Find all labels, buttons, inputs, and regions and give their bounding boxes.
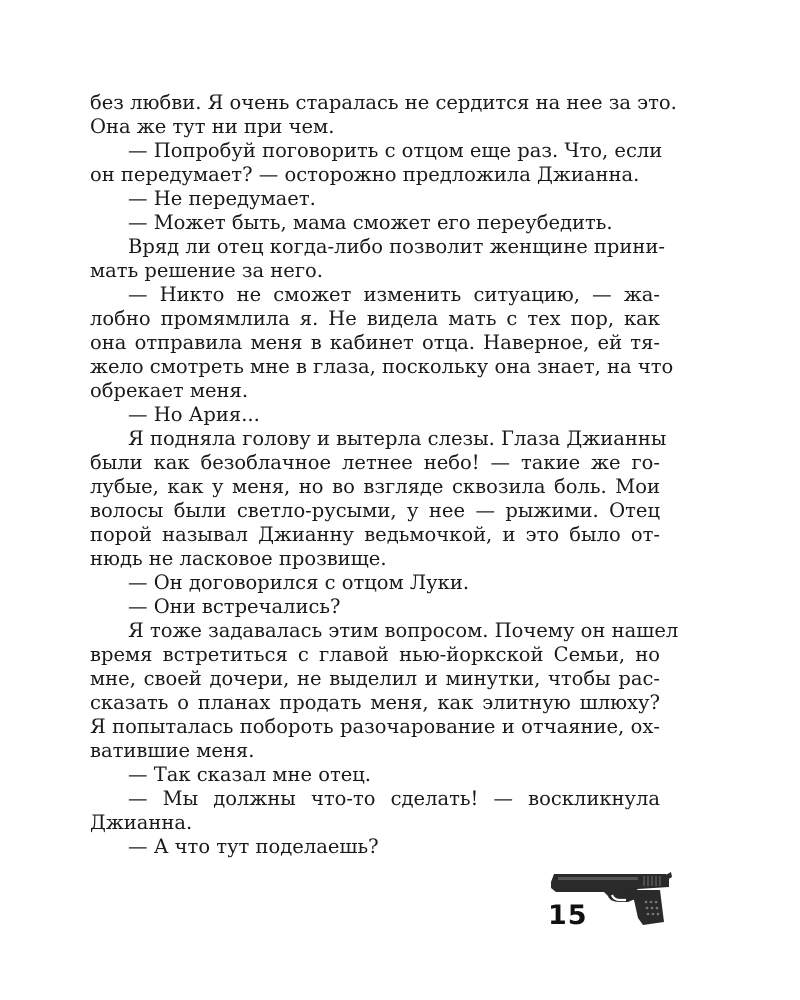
text-line: — Мы должны что-то сделать! — воскликнула: [128, 787, 660, 810]
text-line: — А что тут поделаешь?: [128, 835, 379, 858]
text-line: ватившие меня.: [90, 739, 255, 762]
text-line: Она же тут ни при чем.: [90, 115, 335, 138]
text-line: — Они встречались?: [128, 595, 341, 618]
text-line: обрекает меня.: [90, 379, 249, 402]
text-line: сказать о планах продать меня, как элитную шлюху?: [90, 691, 660, 714]
text-line: нюдь не ласковое прозвище.: [90, 547, 387, 570]
text-line: Джианна.: [90, 811, 193, 834]
text-line: — Он договорился с отцом Луки.: [128, 571, 470, 594]
text-line: волосы были светло-русыми, у нее — рыжими. Отец: [90, 499, 660, 522]
text-line: Вряд ли отец когда-либо позволит женщине прини-: [128, 235, 665, 258]
text-line: порой называл Джианну ведьмочкой, и это было от-: [90, 523, 660, 546]
text-line: — Попробуй поговорить с отцом еще раз. Что, если: [128, 139, 663, 162]
text-line: Я подняла голову и вытерла слезы. Глаза Джианны: [128, 427, 667, 450]
text-line: Я попыталась побороть разочарование и отчаяние, ох-: [90, 715, 660, 738]
text-line: были как безоблачное летнее небо! — такие же го-: [90, 451, 660, 474]
text-line: — Так сказал мне отец.: [128, 763, 372, 786]
text-line: она отправила меня в кабинет отца. Наверное, ей тя-: [90, 331, 660, 354]
text-line: мать решение за него.: [90, 259, 323, 282]
page-number: 15: [548, 900, 588, 931]
text-line: лубые, как у меня, но во взгляде сквозила боль. Мои: [90, 475, 660, 498]
text-line: — Не передумает.: [128, 187, 316, 210]
text-line: он передумает? — осторожно предложила Джианна.: [90, 163, 640, 186]
text-line: без любви. Я очень старалась не сердится на нее за это.: [90, 91, 677, 114]
text-line: время встретиться с главой нью-йоркской Семьи, но: [90, 643, 660, 666]
text-line: — Но Ария...: [128, 403, 260, 426]
text-line: мне, своей дочери, не выделил и минутки, чтобы рас-: [90, 667, 660, 690]
text-line: — Может быть, мама сможет его переубедить.: [128, 211, 613, 234]
text-line: лобно промямлила я. Не видела мать с тех пор, как: [90, 307, 660, 330]
text-line: Я тоже задавалась этим вопросом. Почему он нашел: [128, 619, 679, 642]
text-line: — Никто не сможет изменить ситуацию, — жа-: [128, 283, 660, 306]
text-line: жело смотреть мне в глаза, поскольку она знает, на что: [90, 355, 674, 378]
